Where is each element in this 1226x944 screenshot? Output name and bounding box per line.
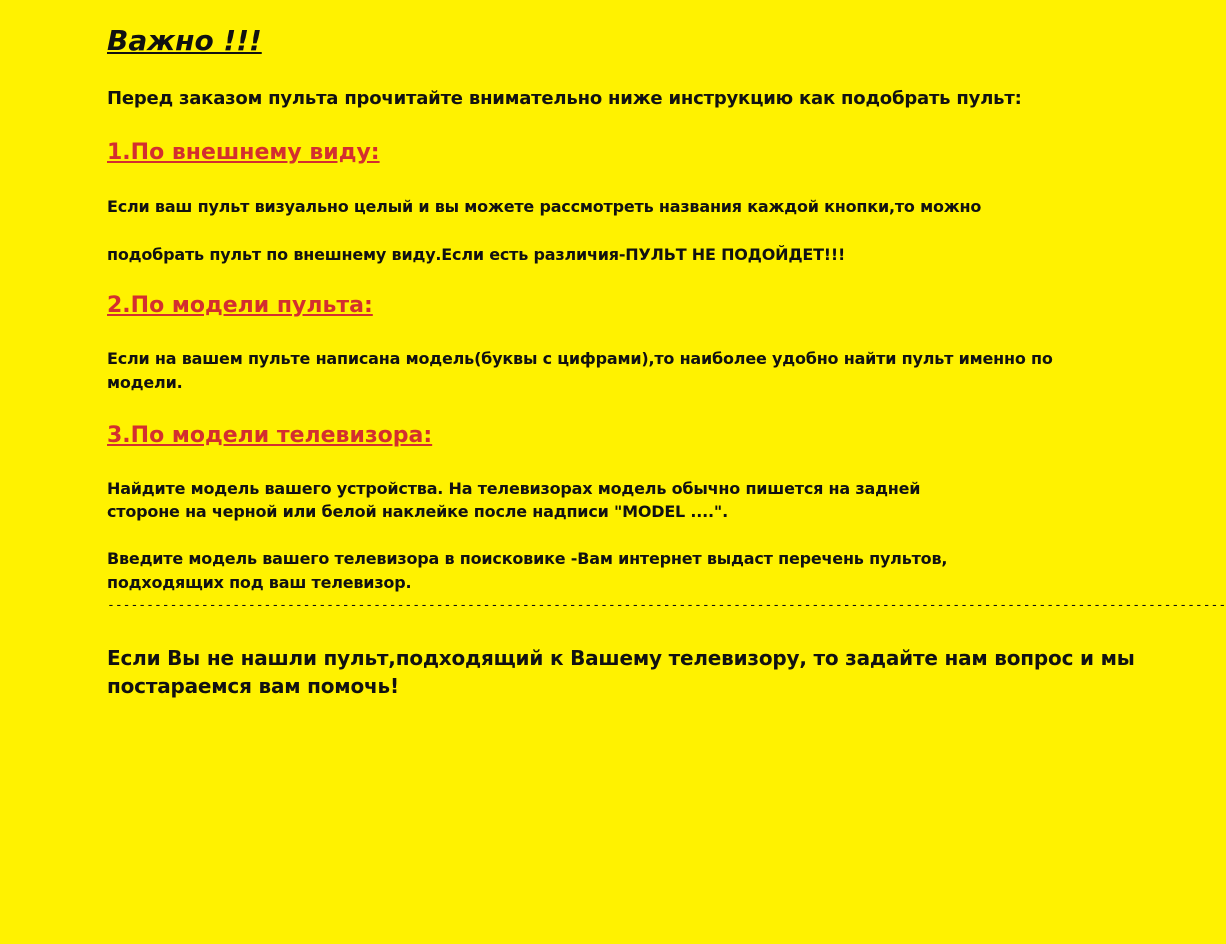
footer-line-1: Если Вы не нашли пульт,подходящий к Вашему телевизору, то задайте нам вопрос и мы [107, 646, 1135, 670]
intro-text: Перед заказом пульта прочитайте внимательно ниже инструкцию как подобрать пульт: [107, 88, 1022, 109]
section-heading-appearance: 1.По внешнему виду: [107, 140, 380, 165]
section-tv-model-line-2: стороне на черной или белой наклейке после надписи "MODEL ....". [107, 502, 728, 521]
section-heading-tv-model: 3.По модели телевизора: [107, 423, 433, 448]
section-remote-model-line-1: Если на вашем пульте написана модель(буквы с цифрами),то наиболее удобно найти пульт именно по [107, 349, 1053, 368]
section-tv-model-line-3: Введите модель вашего телевизора в поисковике -Вам интернет выдаст перечень пультов, [107, 549, 948, 568]
footer-message [107, 644, 1135, 700]
page-title: Важно !!! [107, 24, 262, 57]
footer-line-2: постараемся вам помочь! [107, 674, 399, 698]
section-tv-model-line-4: подходящих под ваш телевизор. [107, 573, 412, 592]
section-remote-model-line-2: модели. [107, 373, 183, 392]
section-heading-remote-model: 2.По модели пульта: [107, 293, 373, 318]
section-appearance-line-2: подобрать пульт по внешнему виду.Если есть различия-ПУЛЬТ НЕ ПОДОЙДЕТ!!! [107, 245, 846, 264]
dashed-divider: ----------------------------------------------------------------------------------------------------------------------------------------------- [107, 598, 1226, 613]
section-appearance-line-1: Если ваш пульт визуально целый и вы можете рассмотреть названия каждой кнопки,то можно [107, 197, 982, 216]
section-tv-model-line-1: Найдите модель вашего устройства. На телевизорах модель обычно пишется на задней [107, 479, 921, 498]
